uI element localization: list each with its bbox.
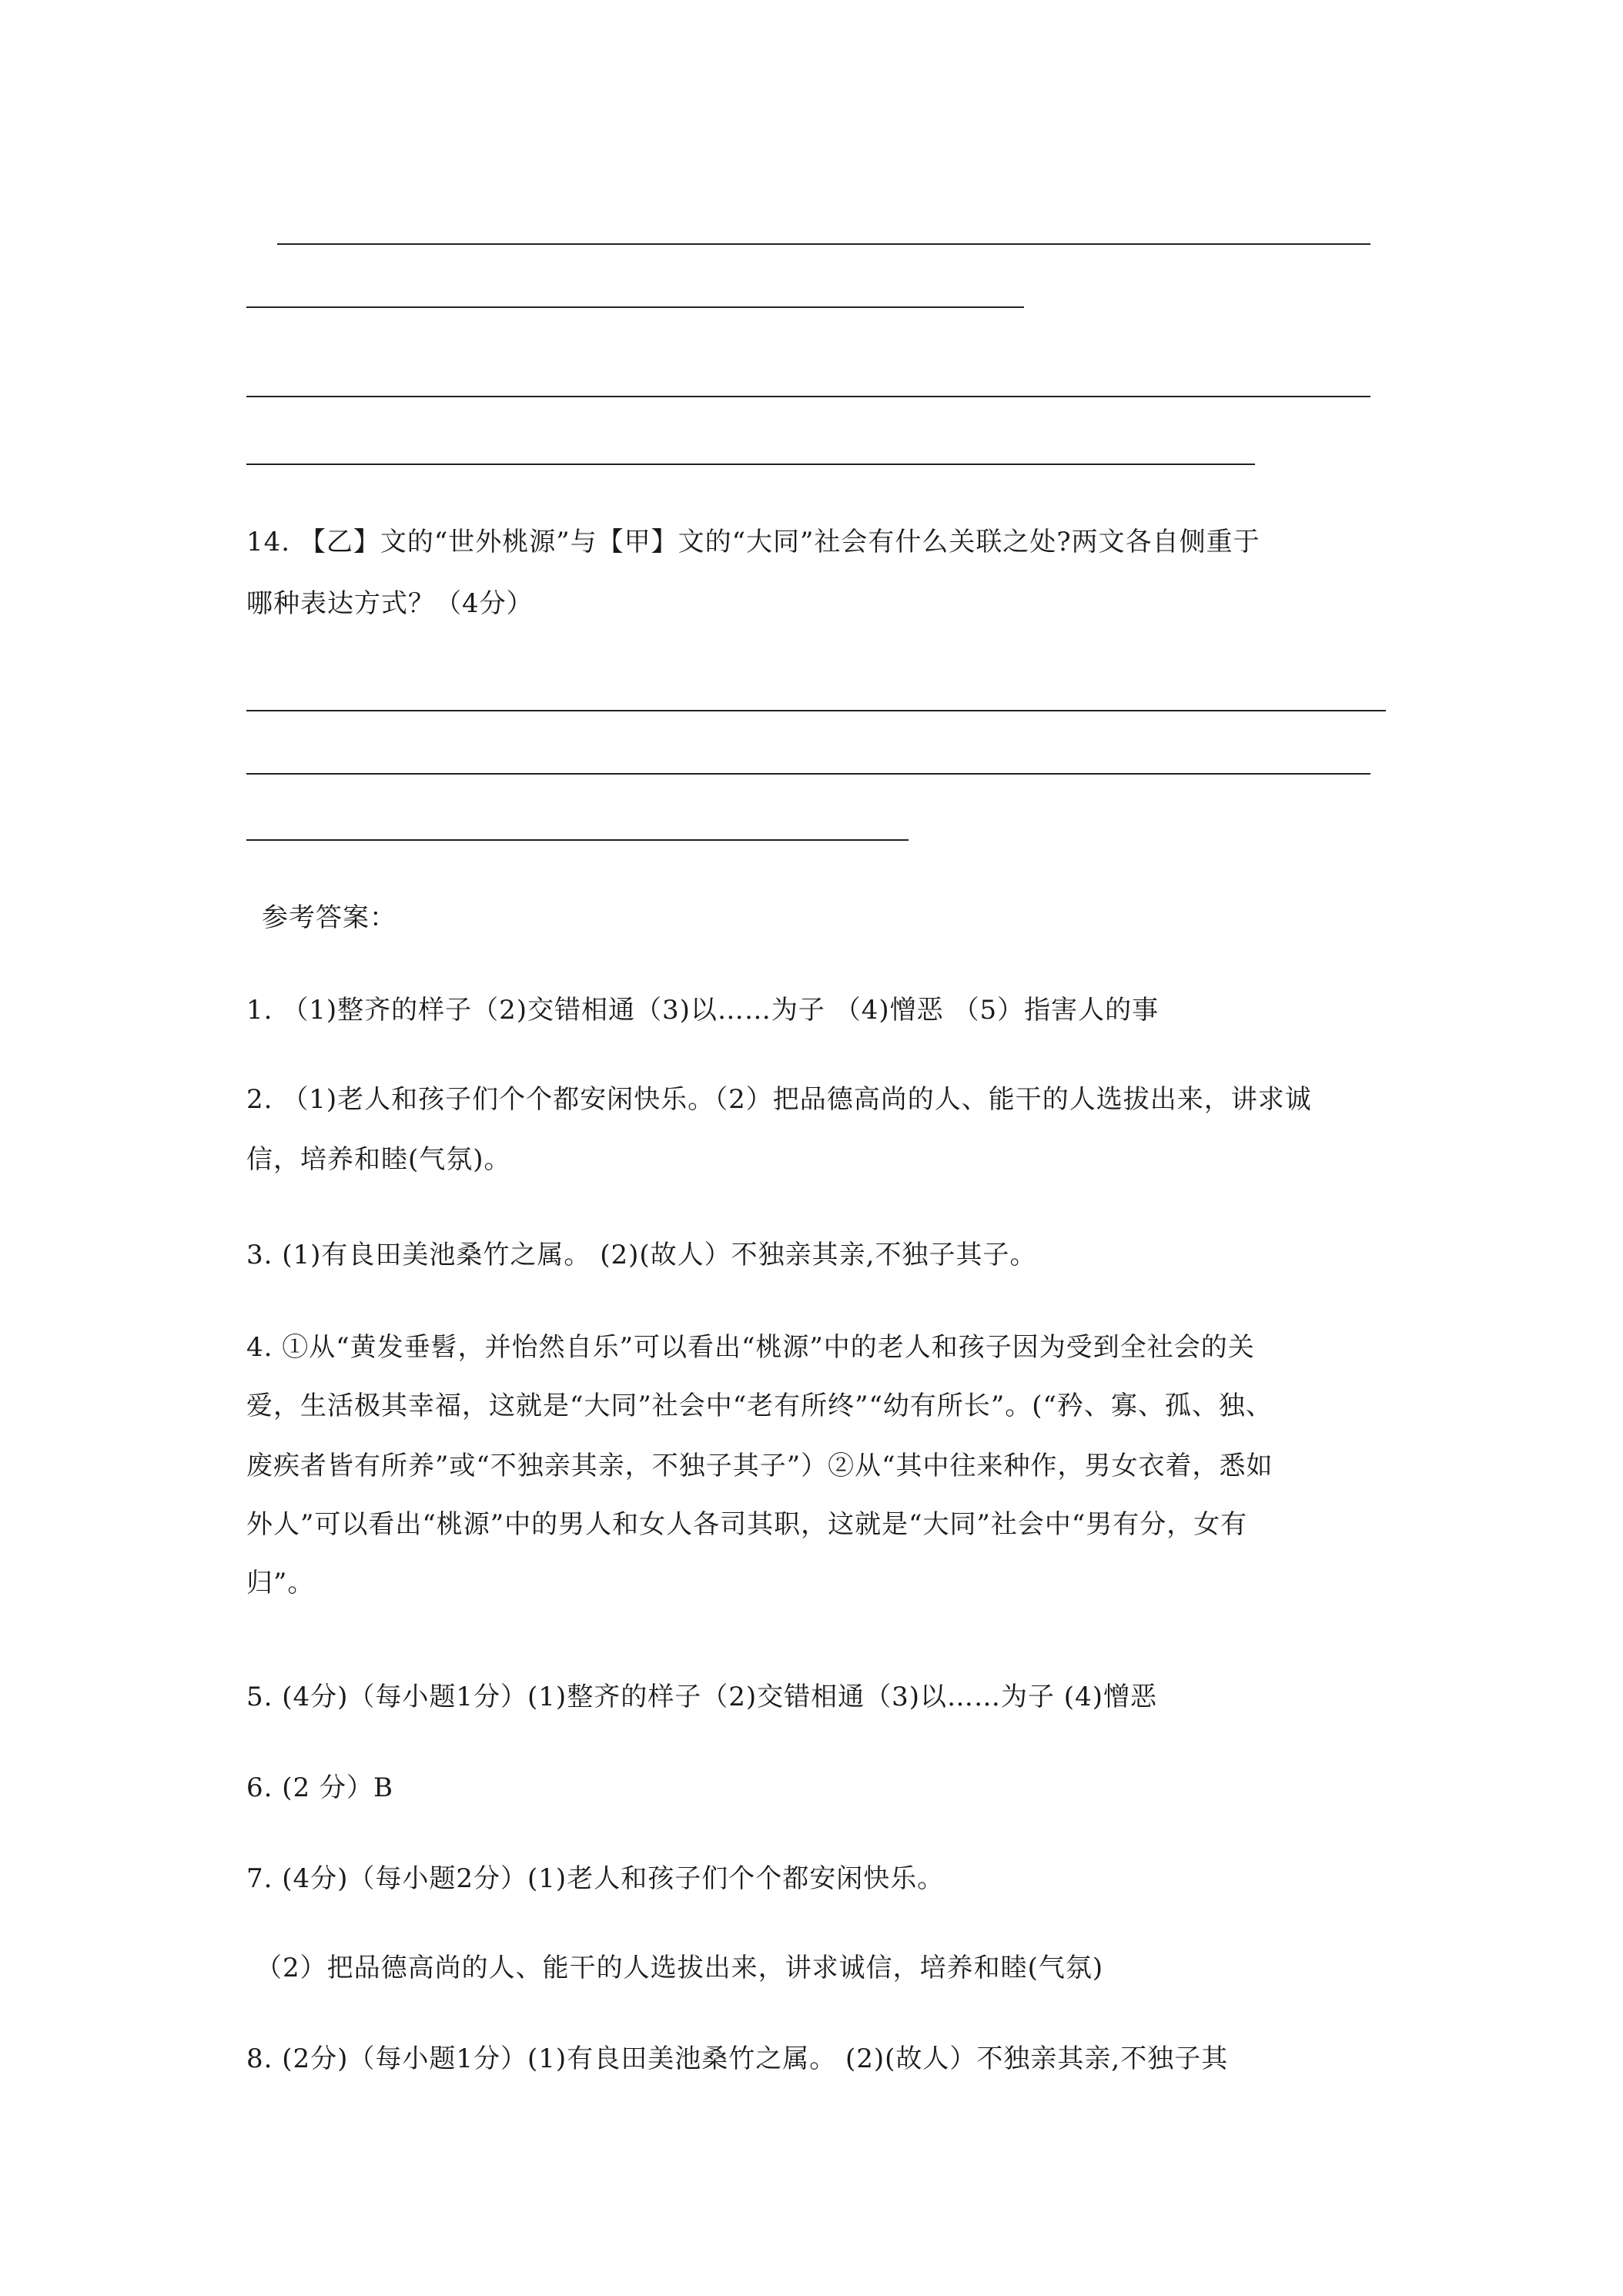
answer-4-line: 归”。: [246, 1568, 315, 1598]
answer-2-line: 信，培养和睦(气氛)。: [246, 1144, 511, 1175]
answer-4-line: 爱，生活极其幸福，这就是“大同”社会中“老有所终”“幼有所长”。(“矜、寡、孤、独、: [246, 1391, 1273, 1421]
answer-1: 1. （1)整齐的样子（2)交错相通（3)以……为子 （4)憎恶 （5）指害人的事: [246, 995, 1160, 1026]
question-14-line: 14. 【乙】文的“世外桃源”与【甲】文的“大同”社会有什么关联之处?两文各自侧重于: [246, 527, 1260, 557]
answer-blank-line: [246, 773, 1370, 775]
answer-8: 8. (2分)（每小题1分）(1)有良田美池桑竹之属。 (2)(故人）不独亲其亲,不独子其: [246, 2043, 1229, 2074]
answer-blank-line: [246, 464, 1255, 465]
answer-blank-line: [246, 839, 909, 841]
question-14-line: 哪种表达方式？（4分）: [246, 588, 534, 619]
answer-2-line: 2. （1)老人和孩子们个个都安闲快乐。（2）把品德高尚的人、能干的人选拔出来，讲求诚: [246, 1084, 1312, 1115]
answers-heading: 参考答案：: [262, 902, 397, 933]
answer-blank-line: [246, 306, 1024, 308]
answer-blank-line: [246, 396, 1370, 397]
answer-blank-line: [277, 243, 1370, 245]
answer-7-line: 7. (4分)（每小题2分）(1)老人和孩子们个个都安闲快乐。: [246, 1863, 945, 1894]
answer-7-line: （2）把品德高尚的人、能干的人选拔出来，讲求诚信，培养和睦(气氛): [256, 1953, 1104, 1983]
answer-3: 3. (1)有良田美池桑竹之属。 (2)(故人）不独亲其亲,不独子其子。: [246, 1240, 1037, 1270]
answer-4-line: 废疾者皆有所养”或“不独亲其亲，不独子其子”）②从“其中往来种作，男女衣着，悉如: [246, 1451, 1273, 1481]
answer-4-line: 外人”可以看出“桃源”中的男人和女人各司其职，这就是“大同”社会中“男有分，女有: [246, 1509, 1248, 1540]
answer-5: 5. (4分)（每小题1分）(1)整齐的样子（2)交错相通（3)以……为子 (4)憎恶: [246, 1682, 1157, 1712]
answer-4-line: 4. ①从“黄发垂髫，并怡然自乐”可以看出“桃源”中的老人和孩子因为受到全社会的关: [246, 1332, 1255, 1363]
answer-blank-line: [246, 710, 1386, 711]
answer-6: 6. (2 分）B: [246, 1772, 393, 1803]
